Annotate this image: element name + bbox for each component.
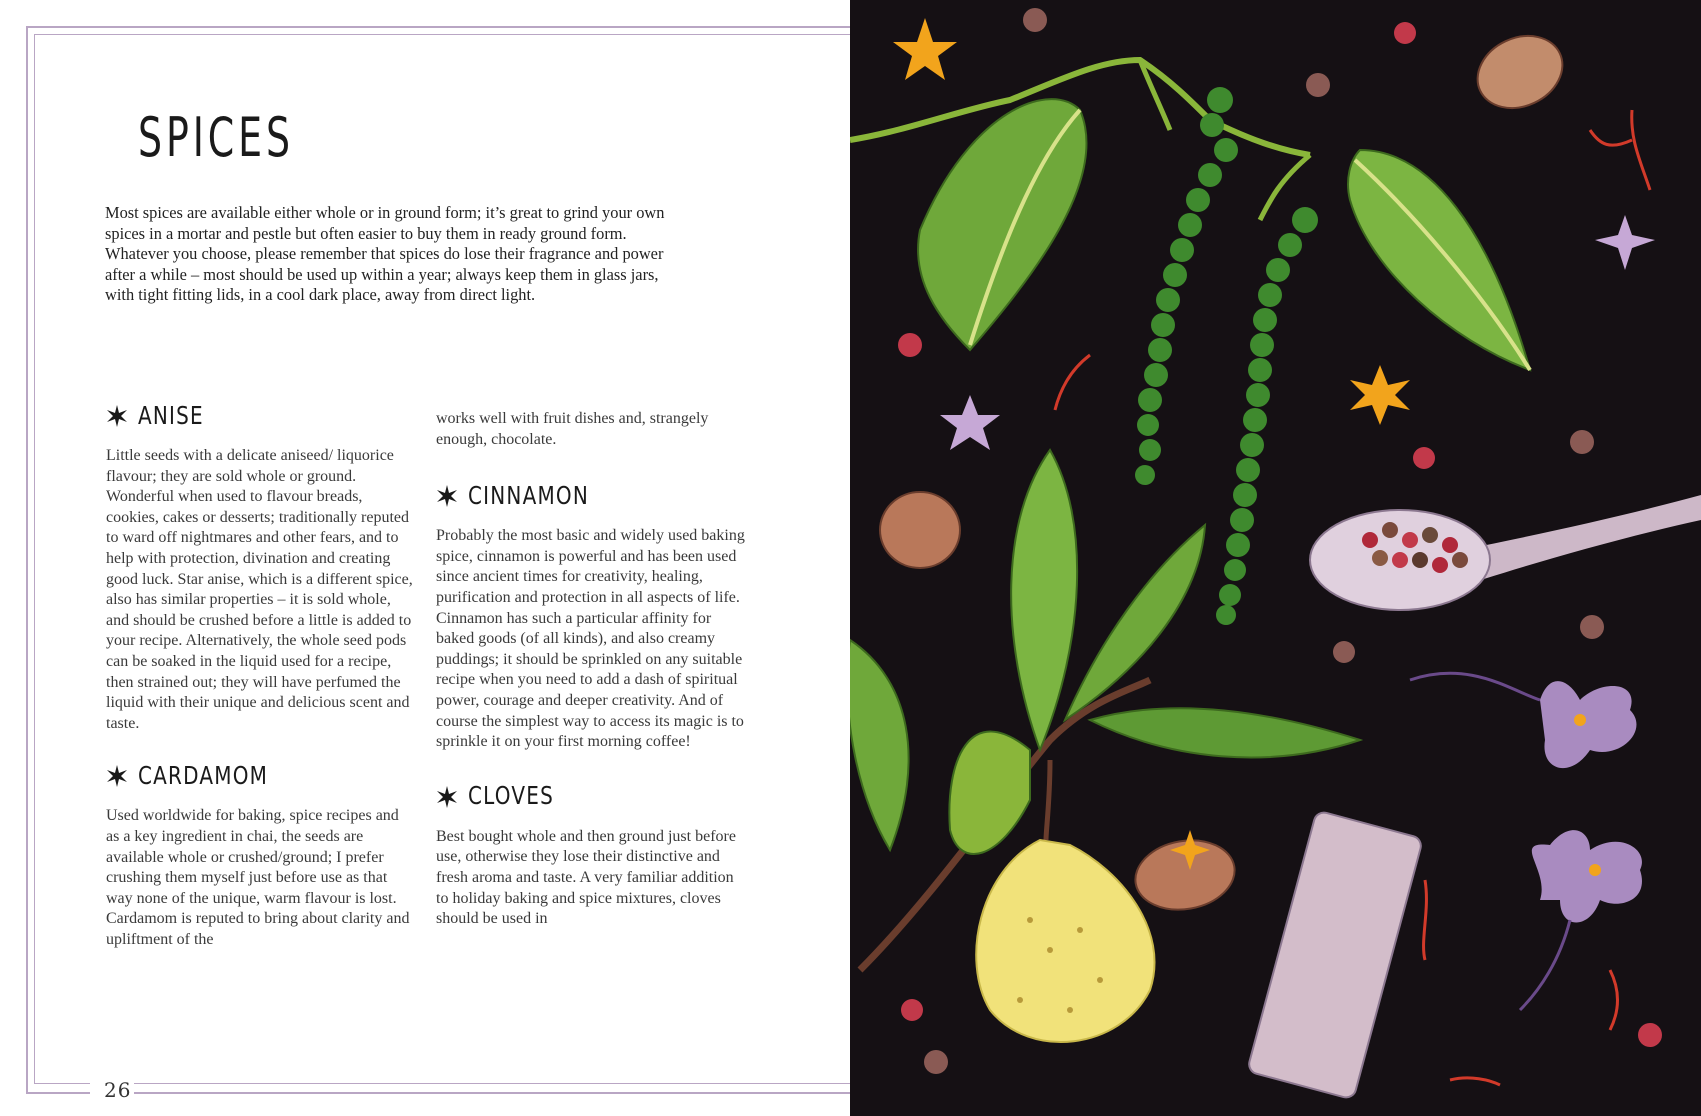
- intro-paragraph: Most spices are available either whole or in ground form; it’s great to grind your own spices in a mortar and pestle but often easier to buy them in ready ground form. Whatever you choose, please remember that spices do lose their fragrance and power after a while – most should be used up within a year; always keep them in glass jars, with tight fitting lids, in a cool dark place, away from direct light.: [105, 203, 665, 305]
- cinnamon-heading-label: CINNAMON: [468, 480, 590, 510]
- green-peppercorn-strand-icon: [1135, 87, 1318, 625]
- right-column: [436, 409, 746, 930]
- page-title: SPICES: [138, 106, 294, 169]
- star-bullet-icon: [106, 765, 128, 787]
- anise-paragraph: Little seeds with a delicate aniseed/ liquorice flavour; they are sold whole or ground. Wonderful when used to flavour breads, cookies, cakes or desserts; traditionally reputed to ward off nightmares and other fears, and to help with protection, divination and creating good luck. Star anise, which is a different spice, also has similar properties – it is sold whole, and should be crushed before a little is added to your recipe. Alternatively, the whole seed pods can be soaked in the liquid used for a recipe, then strained out; they will have perfumed the liquid with their unique and delicious scent and taste.: [106, 447, 413, 732]
- cardamom-paragraph: Used worldwide for baking, spice recipes and as a key ingredient in chai, the seeds are available whole or crushed/ground; I prefer crushing them myself just before use as that way none of the unique, warm flavour is lost. Cardamom is reputed to bring about clarity and upliftment of the: [106, 807, 410, 948]
- cloves-heading: [436, 779, 746, 815]
- anise-heading-label: ANISE: [138, 400, 204, 430]
- cardamom-continued-paragraph: works well with fruit dishes and, strangely enough, chocolate.: [436, 410, 709, 448]
- quince-fruit-icon: [976, 840, 1154, 1042]
- cinnamon-heading: [436, 478, 746, 514]
- spice-illustration: [850, 0, 1701, 1116]
- illustration-svg: [850, 0, 1701, 1116]
- cardamom-heading-label: CARDAMOM: [138, 761, 269, 791]
- cloves-paragraph: Best bought whole and then ground just before use, otherwise they lose their distinctive and fresh aroma and taste. A very familiar addition to holiday baking and spice mixtures, cloves should be used in: [436, 827, 736, 928]
- anise-heading: [106, 398, 416, 434]
- star-bullet-icon: [106, 405, 128, 427]
- saffron-flower-icon: [1410, 673, 1642, 1010]
- cinnamon-paragraph: Probably the most basic and widely used baking spice, cinnamon is powerful and has been used since ancient times for creativity, healing, purification and protection in all aspects of life. Cinnamon has such a particular affinity for baked goods (of all kinds), and also creamy puddings; it should be sprinkled on any suitable recipe when you need to add a dash of spiritual power, courage and deeper creativity. And of course the simplest way to access its magic is to sprinkle it on your first morning coffee!: [436, 527, 745, 751]
- cloves-heading-label: CLOVES: [468, 781, 554, 811]
- page-number: 26: [104, 1078, 132, 1102]
- cardamom-heading: [106, 758, 416, 794]
- spoon-of-peppercorns-icon: [1310, 495, 1701, 610]
- star-bullet-icon: [436, 786, 458, 808]
- left-page: [0, 0, 850, 1116]
- left-column: [106, 398, 416, 950]
- star-bullet-icon: [436, 485, 458, 507]
- grater-icon: [1247, 810, 1423, 1099]
